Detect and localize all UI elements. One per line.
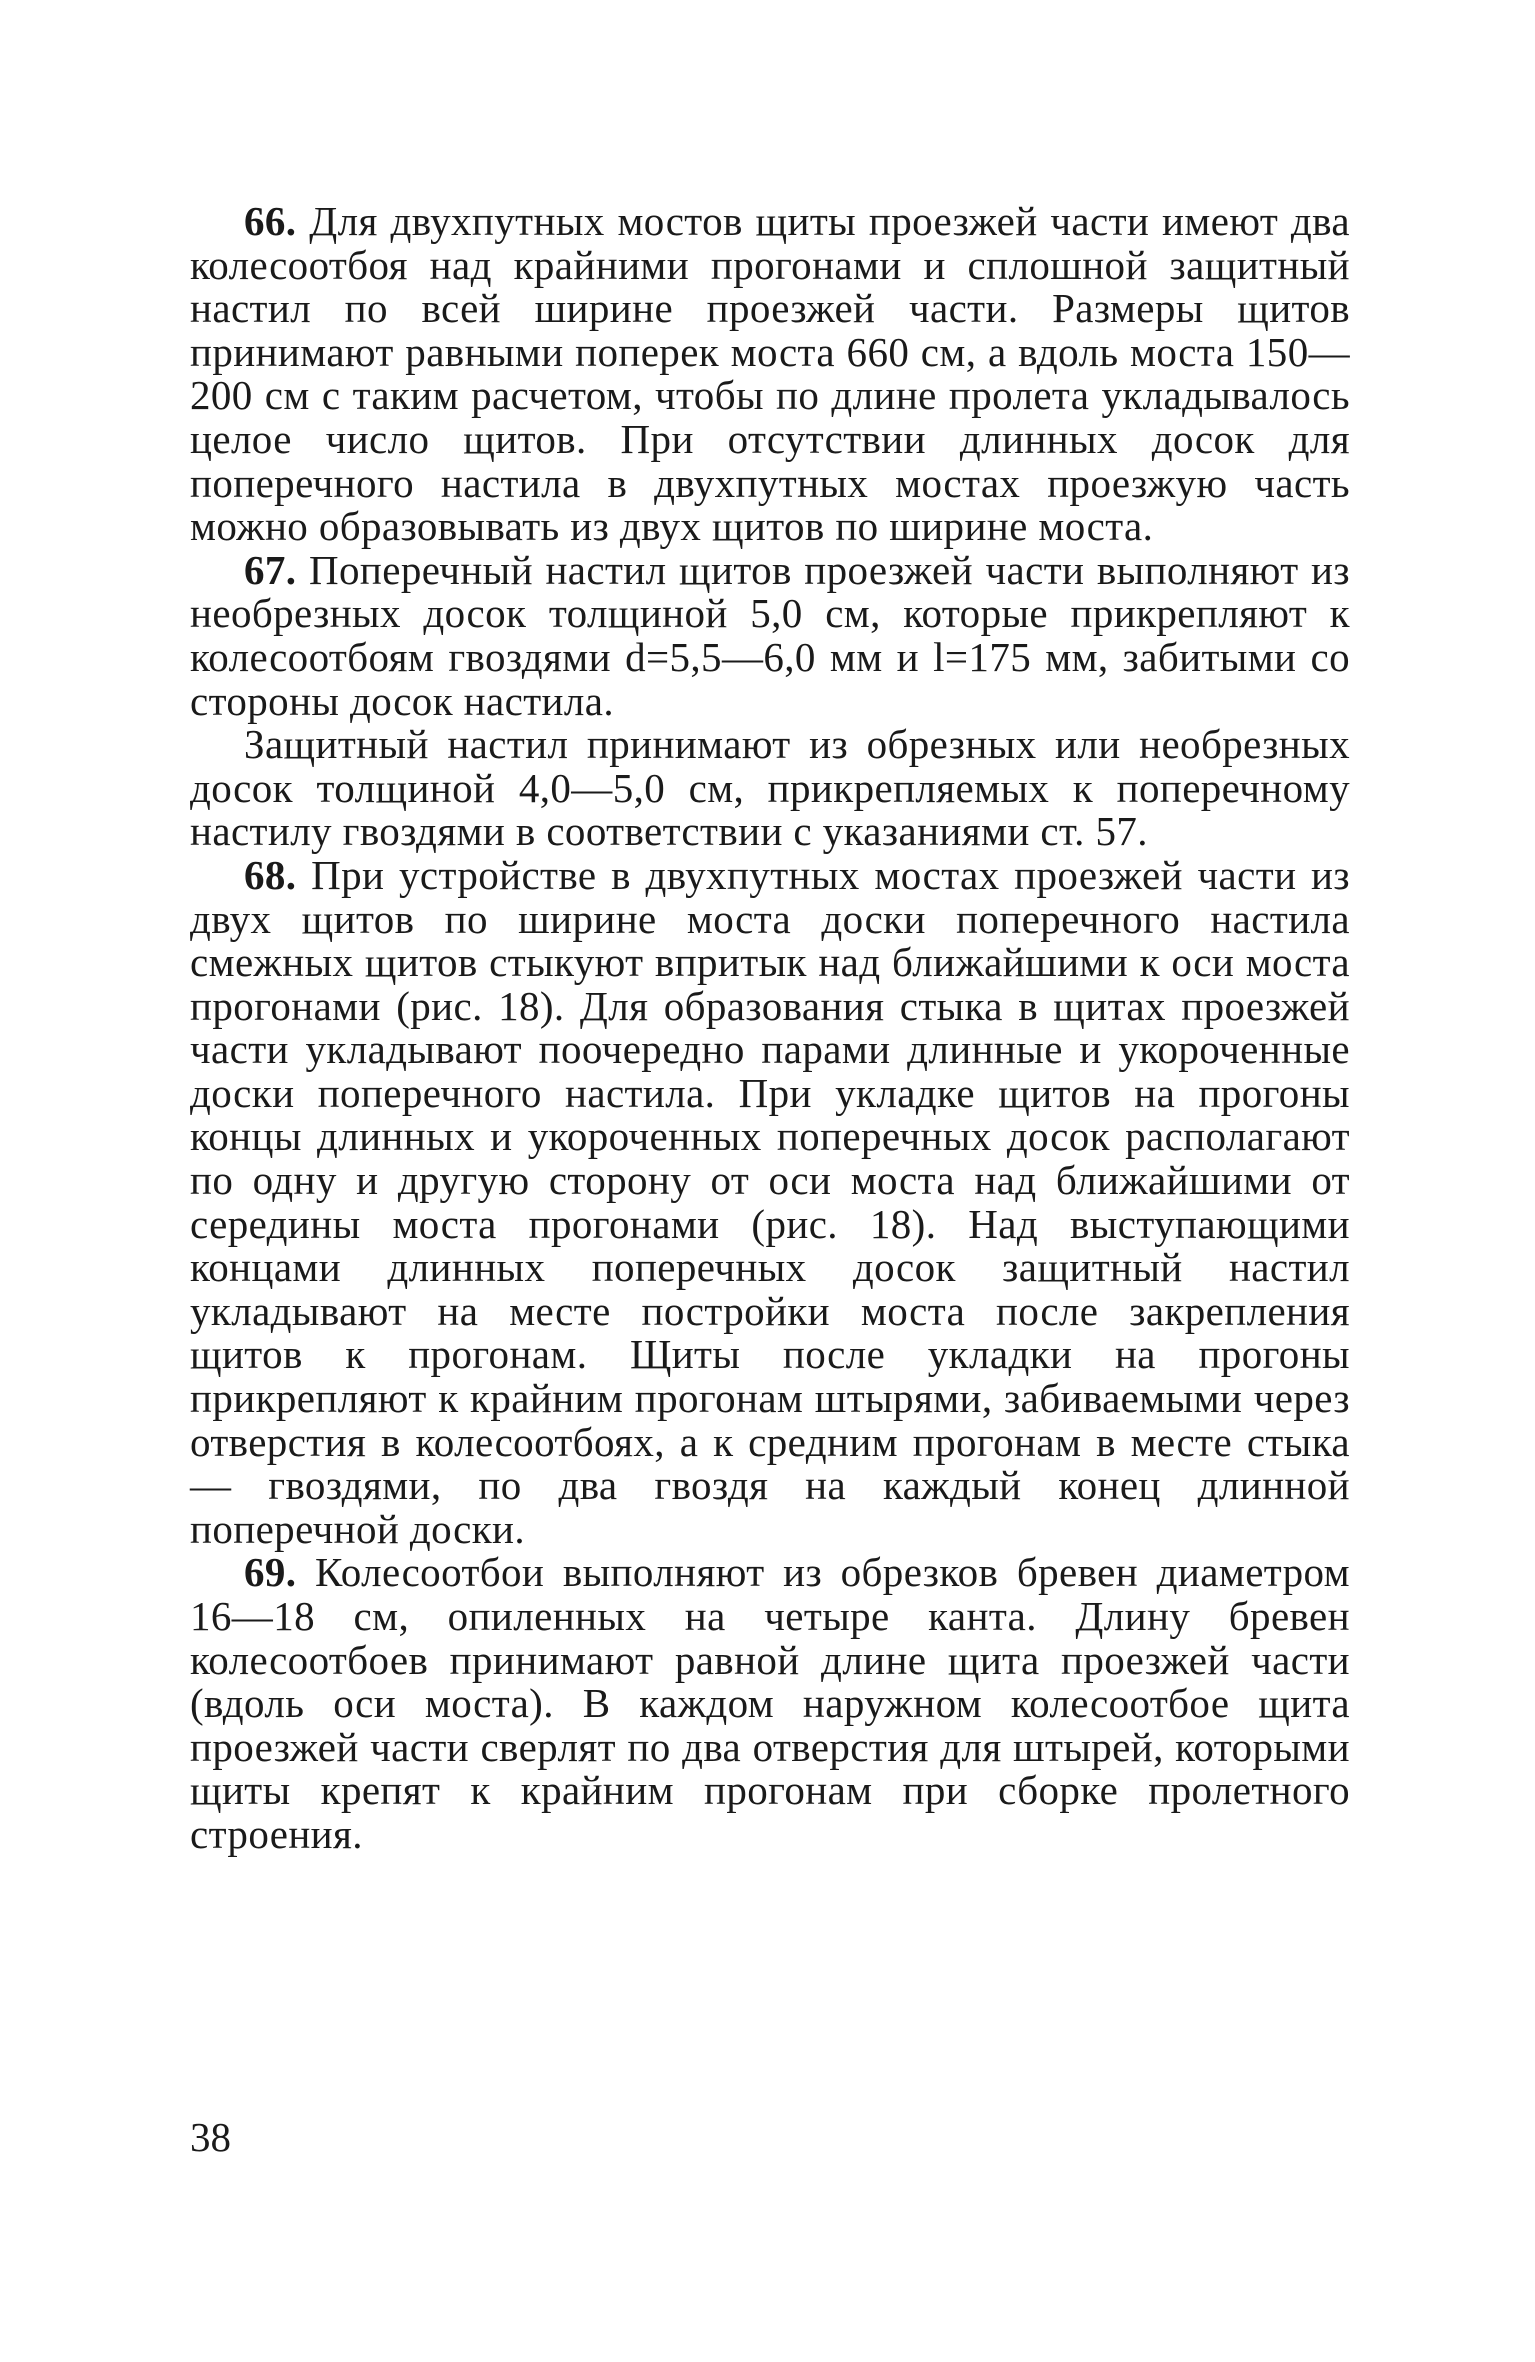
paragraph-number: 69. (244, 1549, 297, 1596)
body-text (190, 200, 1350, 1857)
paragraph-67 (190, 546, 1350, 724)
paragraph-number: 67. (244, 546, 297, 593)
paragraph-text: Для двухпутных мостов щиты проезжей части имеют два колесоотбоя над крайними прогонами и сплошной защитный настил по всей ширине проезжей части. Размеры щитов принимают равными поперек моста 660 см, а вдоль моста 150—200 см с таким расчетом, чтобы по длине пролета укладывалось целое число щитов. При отсутствии длинных досок для поперечного настила в двухпутных мостах проезжую часть можно образовывать из двух щитов по ширине моста. (190, 198, 1350, 550)
paragraph-text: Поперечный настил щитов проезжей части выполняют из необрезных досок толщиной 5,0 см, которые прикрепляют к колесоотбоям гвоздями d=5,5—6,0 мм и l=175 мм, забитыми со стороны досок настила. (190, 546, 1350, 724)
paragraph-number: 66. (244, 198, 297, 244)
paragraph-text: При устройстве в двухпутных мостах проезжей части из двух щитов по ширине моста доски поперечного настила смежных щитов стыкуют впритык над ближайшими к оси моста прогонами (рис. 18). Для образования стыка в щитах проезжей части укладывают поочередно парами длинные и укороченные доски поперечного настила. При укладке щитов на прогоны концы длинных и укороченных поперечных досок располагают по одну и другую сторону от оси моста над ближайшими от середины моста прогонами (рис. 18). Над выступающими концами длинных поперечных досок защитный настил укладывают на месте постройки моста после закрепления щитов к прогонам. Щиты после укладки на прогоны прикрепляют к крайним прогонам штырями, забиваемыми через отверстия в колесоотбоях, а к средним прогонам в месте стыка — гвоздями, по два гвоздя на каждый конец длинной поперечной доски. (190, 851, 1350, 1552)
page-number: 38 (190, 2114, 231, 2160)
paragraph-69 (190, 1551, 1350, 1856)
paragraph-67-continued (190, 723, 1350, 854)
paragraph-number: 68. (244, 851, 297, 898)
paragraph-text: Защитный настил принимают из обрезных или необрезных досок толщиной 4,0—5,0 см, прикрепляемых к поперечному настилу гвоздями в соответствии с указаниями ст. 57. (190, 721, 1350, 855)
paragraph-text: Колесоотбои выполняют из обрезков бревен диаметром 16—18 см, опиленных на четыре канта. Длину бревен колесоотбоев принимают равной длине щита проезжей части (вдоль оси моста). В каждом наружном колесоотбое щита проезжей части сверлят по два отверстия для штырей, которыми щиты крепят к крайним прогонам при сборке пролетного строения. (190, 1549, 1350, 1857)
paragraph-68 (190, 851, 1350, 1552)
paragraph-66 (190, 200, 1350, 549)
